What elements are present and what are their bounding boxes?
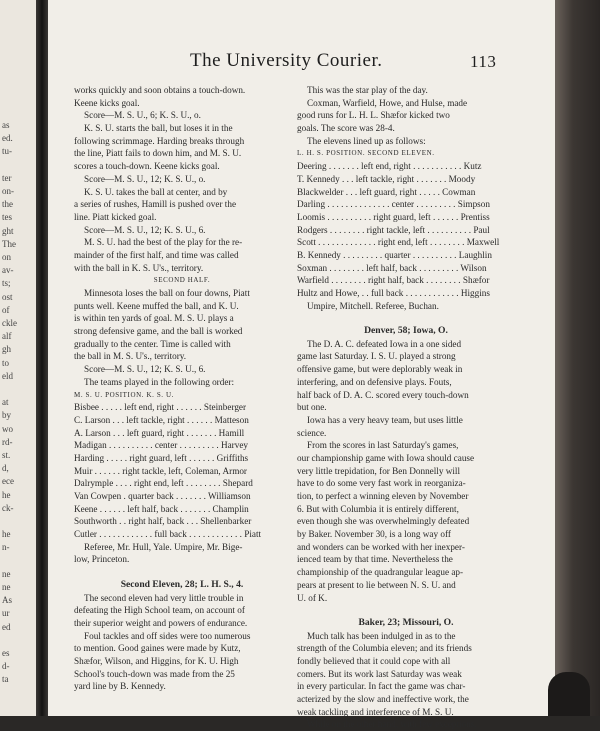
text-line: in every particular. In fact the game was char-	[297, 681, 466, 692]
text-line: yard line by B. Kennedy.	[74, 681, 166, 692]
text-line: Shæfor, Wilson, and Higgins, for K. U. High	[74, 655, 239, 666]
text-line: by Baker. November 30, is a long way off	[297, 529, 451, 540]
prev-page-fragment: at	[2, 397, 9, 408]
text-line: championship of the quadrangular league ap-	[297, 567, 464, 578]
right-column	[297, 84, 515, 731]
prev-page-fragment: ck-	[2, 502, 14, 513]
prev-page-fragment: on-	[2, 186, 14, 196]
text-line: Blackwelder . . . left guard, right . . . . . Cowman	[297, 186, 476, 197]
text-line: weak tackling and interference of M. S. U.	[297, 706, 454, 717]
text-line	[297, 312, 515, 325]
text-line: T. Kennedy . . . left tackle, right . . . . . . . Moody	[297, 173, 476, 184]
text-line: pears at present to lie between N. S. U. and	[297, 579, 456, 590]
left-column	[74, 84, 290, 693]
text-line: Van Cowpen . quarter back . . . . . . . Williamson	[74, 491, 251, 501]
prev-page-fragment: n-	[2, 542, 10, 553]
text-line: M. S. U. POSITION. K. S. U.	[74, 390, 175, 399]
book-gutter	[36, 0, 48, 716]
prev-page-fragment: he	[2, 489, 11, 500]
text-line: Hultz and Howe, . . full back . . . . . . . . . . . . Higgins	[297, 288, 490, 298]
text-line: and wonders can be worked with her inexper-	[297, 541, 465, 552]
text-line: Coxman, Warfield, Howe, and Hulse, made	[307, 97, 468, 108]
text-line: While on the other hand, with few exceptions,	[307, 719, 477, 730]
text-line: goals. The score was 28-4.	[297, 123, 395, 134]
text-line: good runs for L. H. L. Shæfor kicked two	[297, 110, 450, 121]
text-line: our championship game with Iowa should cause	[297, 452, 475, 463]
text-line: interfering, and on defensive plays. Fouts,	[297, 376, 452, 387]
text-line: L. H. S. POSITION. SECOND ELEVEN.	[297, 149, 435, 158]
text-line: ienced team by that time. Nevertheless the	[297, 554, 453, 565]
text-line: Score—M. S. U., 12; K. S. U., 6.	[84, 364, 206, 375]
text-line: Keene kicks goal.	[74, 97, 140, 108]
prev-page-fragment: ece	[2, 476, 14, 487]
text-line: strong defensive game, and the ball is worked	[74, 326, 243, 337]
prev-page-fragment: ur	[2, 608, 10, 619]
text-line: tion, to perfect a winning eleven by November	[297, 491, 469, 501]
text-line: Darling . . . . . . . . . . . . . . center . . . . . . . . . Simpson	[297, 199, 490, 210]
text-line: Muir . . . . . . right tackle, left, Coleman, Armor	[74, 465, 247, 476]
text-line: K. S. U. starts the ball, but loses it in the	[84, 123, 233, 134]
text-line: C. Larson . . . left tackle, right . . . . . . Matteson	[74, 414, 249, 425]
prev-page-fragment: alf	[2, 331, 12, 342]
text-line: fondly believed that it could cope with all	[297, 655, 451, 666]
text-line: Umpire, Mitchell. Referee, Buchan.	[307, 300, 439, 311]
prev-page-fragment: of	[2, 304, 10, 315]
prev-page-fragment: gh	[2, 344, 11, 355]
section-heading: Second Eleven, 28; L. H. S., 4.	[120, 578, 244, 590]
text-line: Much talk has been indulged in as to the	[307, 630, 456, 641]
prev-page-fragment: d-	[2, 661, 10, 672]
text-line: The teams played in the following order:	[84, 376, 235, 387]
prev-page-fragment: ter	[2, 172, 12, 183]
text-line: very little trepidation, for Ben Donnelly will	[297, 465, 461, 476]
text-line: Score—M. S. U., 6; K. S. U., o.	[84, 110, 201, 121]
prev-page-fragment: ta	[2, 674, 9, 685]
text-line: half back of D. A. C. scored every touch-down	[297, 389, 469, 400]
text-line: Dalrymple . . . . right end, left . . . . . . . . Shepard	[74, 478, 253, 489]
text-line: A. Larson . . . left guard, right . . . . . . . Hamill	[74, 427, 245, 438]
text-line: Keene . . . . . . left half, back . . . . . . . Champlin	[74, 503, 249, 514]
text-line: The elevens lined up as follows:	[307, 135, 426, 146]
prev-page-fragment: ost	[2, 291, 13, 302]
prev-page-fragment: rd-	[2, 436, 13, 447]
text-line: Southworth . . right half, back . . . Shellenbarker	[74, 516, 252, 527]
text-line: following scrimmage. Harding breaks through	[74, 135, 245, 146]
text-line: Soxman . . . . . . . . left half, back . . . . . . . . . Wilson	[297, 262, 487, 273]
text-line: but one.	[297, 402, 327, 413]
thumb-shadow	[548, 672, 590, 716]
text-line: a series of rushes, Hamill is pushed over the	[74, 199, 237, 210]
prev-page-fragment: eld	[2, 370, 13, 381]
text-line: K. S. U. takes the ball at center, and by	[84, 186, 228, 197]
text-line: The second eleven had very little trouble in	[84, 592, 244, 603]
prev-page-fragment: As	[2, 595, 13, 606]
text-line: is within ten yards of goal. M. S. U. plays a	[74, 313, 234, 324]
text-line: low, Princeton.	[74, 554, 130, 565]
prev-page-fragment: ne	[2, 568, 11, 579]
text-line: offensive game, but were deplorably weak in	[297, 364, 463, 375]
prev-page-fragment: st.	[2, 450, 11, 460]
text-line: Scott . . . . . . . . . . . . . right end, left . . . . . . . . Maxwell	[297, 237, 500, 248]
prev-page-fragment: tu-	[2, 146, 12, 157]
prev-page-fragment: he	[2, 529, 11, 540]
page-title: The University Courier.	[190, 50, 383, 71]
text-line: Cutler . . . . . . . . . . . . full back . . . . . . . . . . . . Piatt	[74, 529, 262, 540]
prev-page-fragment: tes	[2, 212, 12, 223]
text-line: The D. A. C. defeated Iowa in a one sided	[307, 338, 462, 349]
prev-page-fragment: wo	[2, 423, 13, 434]
text-line: punts well. Keene muffed the ball, and K. U.	[74, 300, 239, 311]
text-line: comers. But its work last Saturday was weak	[297, 668, 462, 679]
text-line: strength of the Columbia eleven; and its friends	[297, 643, 472, 654]
page-number: 113	[470, 52, 497, 71]
prev-page-fragment: ed	[2, 621, 11, 632]
prev-page-fragment: The	[2, 238, 16, 249]
prev-page-fragment: the	[2, 199, 13, 210]
text-line: have to do some very fast work in reorganiza-	[297, 478, 466, 489]
text-line: 6. But with Columbia it is entirely different,	[297, 503, 459, 514]
text-line: acterized by the slow and ineffective work, the	[297, 694, 469, 704]
text-line: works quickly and soon obtains a touch-down.	[74, 85, 246, 95]
text-line: Iowa has a very heavy team, but uses little	[307, 414, 463, 425]
text-line: Warfield . . . . . . . . right half, back . . . . . . . . Shæfor	[297, 275, 490, 286]
text-line: scores a touch-down. Keene kicks goal.	[74, 161, 220, 172]
prev-page-fragment: on	[2, 252, 11, 262]
prev-page-fragment: es	[2, 648, 10, 658]
prev-page-fragment: ckle	[2, 318, 17, 328]
text-line: Bisbee . . . . . left end, right . . . . . . Steinberger	[74, 402, 247, 413]
prev-page-fragment: as	[2, 120, 10, 130]
prev-page-fragment: ne	[2, 582, 11, 592]
text-line: Harding . . . . . right guard, left . . . . . . Griffiths	[74, 452, 249, 463]
text-line: Referee, Mr. Hull, Yale. Umpire, Mr. Bige-	[84, 541, 243, 552]
text-line: Score—M. S. U., 12; K. S. U., 6.	[84, 224, 206, 235]
page-stack-edge	[555, 0, 600, 716]
text-line: game last Saturday. I. S. U. played a strong	[297, 351, 456, 362]
text-line: defeating the High School team, on account of	[74, 605, 245, 616]
text-line: mainder of the first half, and time was called	[74, 249, 239, 260]
text-line: their superior weight and powers of endurance.	[74, 617, 248, 628]
text-line: SECOND HALF.	[153, 276, 211, 285]
text-line: U. of K.	[297, 592, 328, 603]
text-line: Score—M. S. U., 12; K. S. U., o.	[84, 173, 206, 184]
text-line: even though she was overwhelmingly defeated	[297, 516, 470, 527]
text-line: science.	[297, 427, 327, 438]
prev-page-fragment: ght	[2, 225, 14, 236]
prev-page-fragment: ed.	[2, 133, 13, 144]
text-line: School's touch-down was made from the 25	[74, 668, 235, 679]
prev-page-fragment: to	[2, 357, 10, 368]
text-line	[297, 604, 515, 617]
text-line: Madigan . . . . . . . . . . center . . . . . . . . . Harvey	[74, 440, 249, 451]
text-line: Minnesota loses the ball on four downs, Piatt	[84, 288, 250, 298]
text-line: the line, Piatt fails to down him, and M. S. U.	[74, 148, 242, 159]
prev-page-fragment: ts;	[2, 278, 11, 289]
section-heading: Baker, 23; Missouri, O.	[358, 616, 454, 628]
text-line: Rodgers . . . . . . . . right tackle, left . . . . . . . . . . Paul	[297, 224, 490, 235]
previous-page-edge	[0, 0, 36, 716]
text-line: Foul tackles and off sides were too numerous	[84, 630, 251, 641]
text-line: Loomis . . . . . . . . . . right guard, left . . . . . . Prentiss	[297, 211, 490, 222]
text-line: From the scores in last Saturday's games,	[307, 440, 459, 451]
text-line: Deering . . . . . . . left end, right . . . . . . . . . . . Kutz	[297, 161, 482, 172]
prev-page-fragment: d,	[2, 463, 9, 474]
text-line: to mention. Good gaines were made by Kutz,	[74, 643, 241, 654]
text-line: with the ball in K. S. U's., territory.	[74, 262, 204, 273]
text-line: the ball in M. S. U's., territory.	[74, 351, 187, 362]
prev-page-fragment: by	[2, 410, 11, 421]
text-line: B. Kennedy . . . . . . . . . quarter . . . . . . . . . . Laughlin	[297, 249, 492, 260]
prev-page-fragment: av-	[2, 265, 14, 276]
section-heading: Denver, 58; Iowa, O.	[364, 325, 448, 337]
text-line: M. S. U. had the best of the play for the re-	[84, 237, 243, 248]
text-line: line. Piatt kicked goal.	[74, 211, 157, 222]
text-line	[74, 566, 290, 579]
text-line: This was the star play of the day.	[307, 85, 428, 95]
text-line: gradually to the center. Time is called with	[74, 338, 231, 349]
